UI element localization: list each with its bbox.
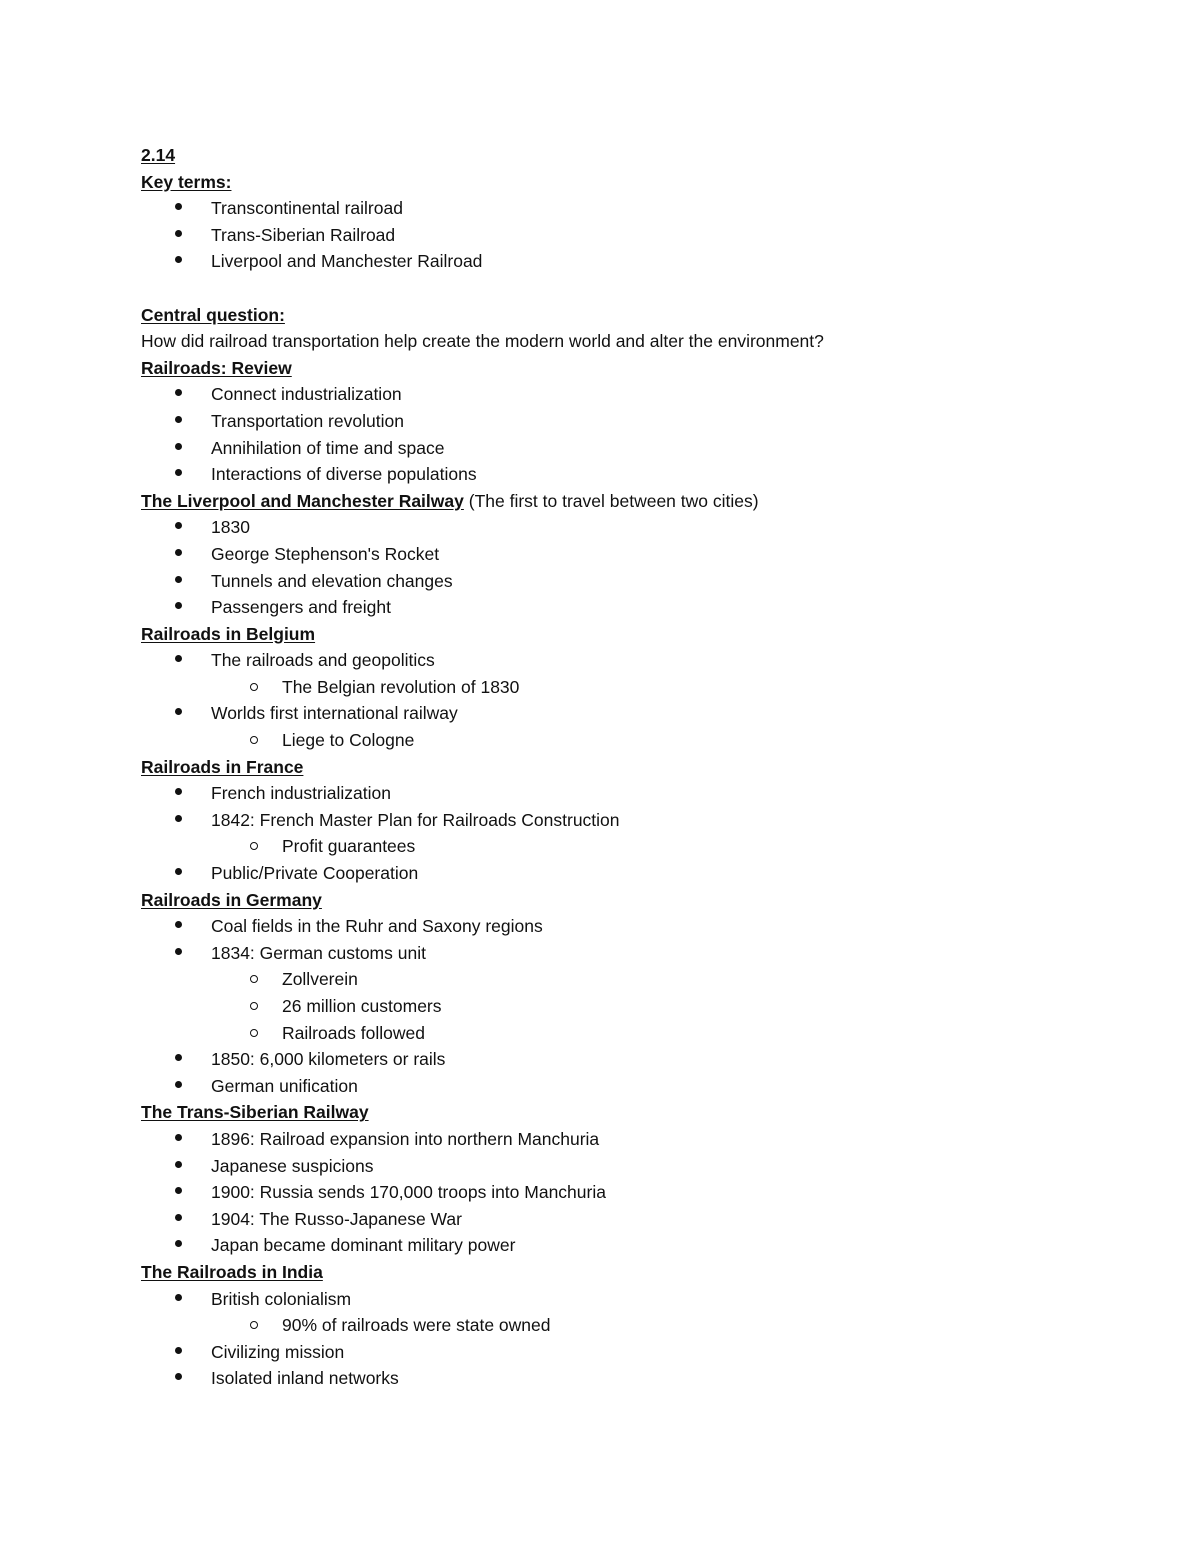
list-item <box>141 514 1121 541</box>
list-item <box>141 807 1121 834</box>
india-heading: The Railroads in India <box>141 1261 323 1282</box>
list-item <box>141 1073 1121 1100</box>
list-item-text: Civilizing mission <box>211 1341 345 1362</box>
review-heading: Railroads: Review <box>141 357 292 378</box>
sub-list-item <box>141 966 1121 993</box>
document-page <box>141 142 1121 1392</box>
list-item-text: Isolated inland networks <box>211 1368 399 1389</box>
list-item <box>141 780 1121 807</box>
list-item <box>141 1286 1121 1313</box>
list-item-text: Coal fields in the Ruhr and Saxony regions <box>211 916 543 937</box>
list-item <box>141 541 1121 568</box>
list-item <box>141 568 1121 595</box>
central-question-heading: Central question: <box>141 304 285 325</box>
list-item-text: Interactions of diverse populations <box>211 464 477 485</box>
list-item <box>141 1126 1121 1153</box>
list-item-text: 1850: 6,000 kilometers or rails <box>211 1049 446 1070</box>
list-item <box>141 860 1121 887</box>
list-item-text: Japanese suspicions <box>211 1155 374 1176</box>
list-item-text: Passengers and freight <box>211 597 391 618</box>
list-item <box>141 1179 1121 1206</box>
sub-list-item <box>141 833 1121 860</box>
list-item <box>141 222 1121 249</box>
sub-list-item-text: 26 million customers <box>282 996 442 1016</box>
list-item-text: French industrialization <box>211 783 391 804</box>
list-item <box>141 1206 1121 1233</box>
list-item-text: 1900: Russia sends 170,000 troops into Manchuria <box>211 1182 606 1203</box>
liverpool-heading-note: (The first to travel between two cities) <box>463 490 759 511</box>
list-item-text: Worlds first international railway <box>211 703 458 724</box>
central-question-text: How did railroad transportation help create the modern world and alter the environment? <box>141 331 824 352</box>
sub-list-item <box>141 1312 1121 1339</box>
list-item-text: 1904: The Russo-Japanese War <box>211 1208 462 1229</box>
list-item-text: British colonialism <box>211 1288 352 1309</box>
list-item <box>141 1365 1121 1392</box>
sub-list-item-text: Zollverein <box>282 969 358 990</box>
liverpool-heading-line <box>141 488 1121 515</box>
sub-list-item-text: 90% of railroads were state owned <box>282 1315 551 1336</box>
siberia-heading: The Trans-Siberian Railway <box>141 1102 369 1123</box>
list-item-text: 1830 <box>211 517 250 538</box>
list-item-text: Liverpool and Manchester Railroad <box>211 251 483 272</box>
list-item <box>141 1153 1121 1180</box>
list-item-text: 1842: French Master Plan for Railroads Construction <box>211 809 620 830</box>
list-item-text: The railroads and geopolitics <box>211 650 435 671</box>
list-item-text: German unification <box>211 1075 358 1096</box>
list-item <box>141 647 1121 674</box>
sub-list-item <box>141 1020 1121 1047</box>
list-item <box>141 913 1121 940</box>
belgium-heading: Railroads in Belgium <box>141 623 316 644</box>
list-item <box>141 700 1121 727</box>
sub-list-item-text: Profit guarantees <box>282 836 416 857</box>
list-item <box>141 1339 1121 1366</box>
sub-list-item-text: Railroads followed <box>282 1022 425 1043</box>
list-item <box>141 435 1121 462</box>
list-item <box>141 195 1121 222</box>
list-item <box>141 248 1121 275</box>
list-item-text: 1834: German customs unit <box>211 942 426 963</box>
sub-list-item <box>141 993 1121 1020</box>
list-item <box>141 408 1121 435</box>
list-item-text: 1896: Railroad expansion into northern Manchuria <box>211 1128 600 1149</box>
list-item-text: George Stephenson's Rocket <box>211 543 440 564</box>
list-item <box>141 381 1121 408</box>
list-item <box>141 1046 1121 1073</box>
list-item-text: Transportation revolution <box>211 410 404 431</box>
blank-line <box>141 275 1121 302</box>
liverpool-heading: The Liverpool and Manchester Railway <box>141 490 464 511</box>
list-item-text: Trans-Siberian Railroad <box>211 224 396 245</box>
key-terms-heading: Key terms: <box>141 171 232 192</box>
list-item <box>141 594 1121 621</box>
france-heading: Railroads in France <box>141 756 304 777</box>
germany-heading: Railroads in Germany <box>141 889 322 910</box>
sub-list-item <box>141 727 1121 754</box>
list-item <box>141 1232 1121 1259</box>
list-item-text: Annihilation of time and space <box>211 437 445 458</box>
list-item <box>141 461 1121 488</box>
list-item-text: Connect industrialization <box>211 384 402 405</box>
list-item-text: Tunnels and elevation changes <box>211 570 453 591</box>
section-number: 2.14 <box>141 145 176 165</box>
sub-list-item-text: The Belgian revolution of 1830 <box>282 676 520 697</box>
sub-list-item-text: Liege to Cologne <box>282 730 415 751</box>
list-item-text: Public/Private Cooperation <box>211 863 419 884</box>
sub-list-item <box>141 674 1121 701</box>
list-item-text: Transcontinental railroad <box>211 198 403 219</box>
list-item <box>141 940 1121 967</box>
list-item-text: Japan became dominant military power <box>211 1235 516 1256</box>
